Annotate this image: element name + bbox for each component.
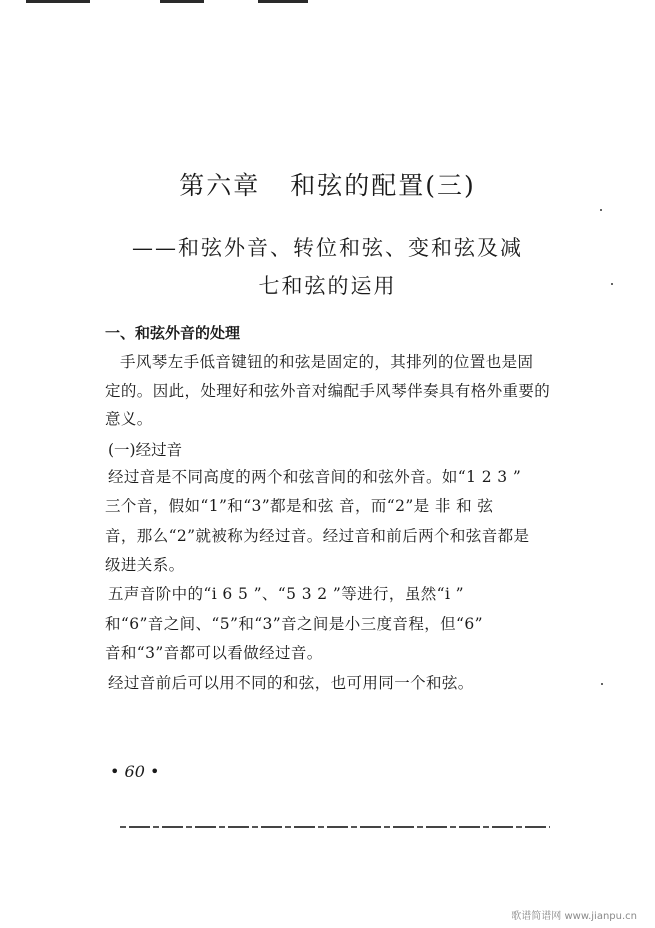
body-line: 五声音阶中的“i 6 5 ”、“5 3 2 ”等进行，虽然“i ” [108,585,464,603]
body-line: 经过音是不同高度的两个和弦音间的和弦外音。如“1 2 3 ” [108,468,522,486]
chapter-name: 和弦的配置(三) [290,171,476,200]
section-heading: 一、和弦外音的处理 [105,324,241,342]
body-line: 经过音前后可以用不同的和弦，也可用同一个和弦。 [108,674,474,692]
body-line: 三个音，假如“1”和“3”都是和弦 音，而“2”是 非 和 弦 [105,497,494,515]
body-line: 和“6”音之间、“5”和“3”音之间是小三度音程，但“6” [105,615,483,633]
subsection-heading: (一)经过音 [108,441,183,459]
body-line: 音和“3”音都可以看做经过音。 [105,644,323,662]
body-line: 级进关系。 [105,556,185,574]
paragraph-line: 意义。 [105,410,153,428]
top-edge-mark-mid [160,0,204,3]
bottom-scan-rule [120,826,550,828]
site-watermark: 歌谱简谱网 www.jianpu.cn [511,911,637,922]
top-edge-mark-left [26,0,90,3]
chapter-title [0,166,655,202]
top-edge-mark-right [258,0,308,3]
chapter-subtitle-line-1: ——和弦外音、转位和弦、变和弦及减 [132,236,523,260]
body-line: 音，那么“2”就被称为经过音。经过音和前后两个和弦音都是 [105,527,530,545]
chapter-number: 第六章 [179,171,261,200]
scan-speck [611,283,613,285]
chapter-subtitle-line-2: 七和弦的运用 [258,274,397,298]
paragraph-line: 手风琴左手低音键钮的和弦是固定的，其排列的位置也是固 [120,353,534,371]
scan-speck [600,209,602,211]
page-number: • 60 • [110,762,160,781]
paragraph-line: 定的。因此，处理好和弦外音对编配手风琴伴奏具有格外重要的 [105,382,551,400]
scan-speck [601,683,603,685]
